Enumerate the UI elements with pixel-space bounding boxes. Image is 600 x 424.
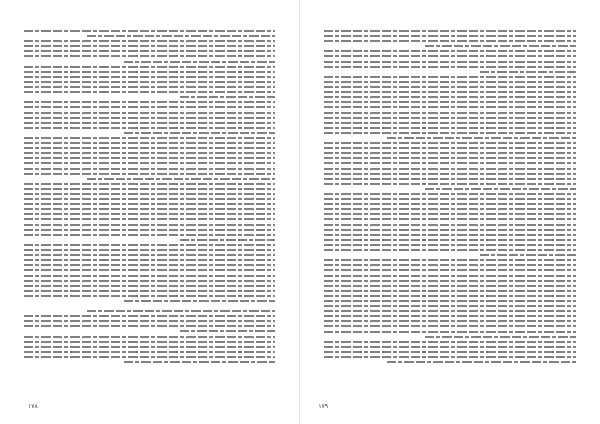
text-line xyxy=(24,147,275,149)
text-line xyxy=(24,91,275,93)
text-line xyxy=(324,264,576,266)
text-line xyxy=(24,76,275,78)
text-line xyxy=(387,137,576,139)
text-line xyxy=(24,137,275,139)
text-line xyxy=(425,336,576,338)
text-line xyxy=(87,35,275,37)
text-line xyxy=(24,229,275,231)
text-line xyxy=(24,290,275,292)
text-line xyxy=(324,142,576,144)
text-line xyxy=(24,275,275,277)
text-line xyxy=(124,300,275,302)
text-line xyxy=(24,127,275,129)
text-line xyxy=(24,218,275,220)
text-line xyxy=(24,351,275,353)
text-line xyxy=(324,40,576,42)
text-line xyxy=(324,341,576,343)
text-line xyxy=(324,325,576,327)
page-number: ۱۷۹ xyxy=(318,403,328,410)
text-line xyxy=(24,173,275,175)
text-line xyxy=(324,259,576,261)
text-line xyxy=(24,50,275,52)
text-line xyxy=(324,96,576,98)
text-line xyxy=(24,280,275,282)
text-line xyxy=(324,229,576,231)
text-line xyxy=(324,239,576,241)
text-line xyxy=(324,183,576,185)
text-line xyxy=(24,224,275,226)
text-line xyxy=(387,361,576,363)
text-line xyxy=(324,193,576,195)
text-line xyxy=(324,280,576,282)
right-page-text xyxy=(324,30,576,384)
text-line xyxy=(324,300,576,302)
text-line xyxy=(180,330,275,332)
text-line xyxy=(24,55,275,57)
right-page xyxy=(300,0,600,424)
text-line xyxy=(24,142,275,144)
text-line xyxy=(324,147,576,149)
text-line xyxy=(24,71,275,73)
text-line xyxy=(425,188,576,190)
text-line xyxy=(24,66,275,68)
text-line xyxy=(324,178,576,180)
text-line xyxy=(324,112,576,114)
text-line xyxy=(324,81,576,83)
text-line xyxy=(24,254,275,256)
text-line xyxy=(24,244,275,246)
text-line xyxy=(124,361,275,363)
text-line xyxy=(24,168,275,170)
text-line xyxy=(324,106,576,108)
text-line xyxy=(324,269,576,271)
text-line xyxy=(324,162,576,164)
text-line xyxy=(24,234,275,236)
left-page-text xyxy=(24,30,275,384)
text-line xyxy=(324,101,576,103)
text-line xyxy=(324,244,576,246)
text-line xyxy=(324,320,576,322)
text-line xyxy=(24,341,275,343)
text-line xyxy=(324,66,576,68)
text-line xyxy=(324,76,576,78)
text-line xyxy=(324,127,576,129)
text-line xyxy=(324,315,576,317)
text-line xyxy=(124,132,275,134)
page-number: ۱۷۸ xyxy=(28,403,38,410)
text-line xyxy=(324,50,576,52)
text-line xyxy=(324,351,576,353)
text-line xyxy=(24,346,275,348)
text-line xyxy=(24,193,275,195)
text-line xyxy=(480,254,576,256)
text-line xyxy=(87,310,275,312)
text-line xyxy=(324,198,576,200)
text-line xyxy=(24,356,275,358)
text-line xyxy=(324,30,576,32)
text-line xyxy=(324,275,576,277)
text-line xyxy=(24,203,275,205)
text-line xyxy=(324,285,576,287)
text-line xyxy=(24,264,275,266)
text-line xyxy=(24,320,275,322)
text-line xyxy=(324,117,576,119)
text-line xyxy=(324,346,576,348)
text-line xyxy=(24,213,275,215)
text-line xyxy=(124,61,275,63)
text-line xyxy=(324,132,576,134)
text-line xyxy=(24,183,275,185)
text-line xyxy=(324,152,576,154)
text-line xyxy=(324,290,576,292)
text-line xyxy=(24,295,275,297)
text-line xyxy=(324,168,576,170)
text-line xyxy=(24,315,275,317)
text-line xyxy=(324,61,576,63)
text-line xyxy=(324,356,576,358)
text-line xyxy=(324,122,576,124)
text-line xyxy=(24,249,275,251)
text-line xyxy=(24,101,275,103)
text-line xyxy=(180,96,275,98)
text-line xyxy=(24,269,275,271)
text-line xyxy=(24,325,275,327)
text-line xyxy=(24,336,275,338)
text-line xyxy=(24,45,275,47)
text-line xyxy=(24,157,275,159)
text-line xyxy=(324,224,576,226)
text-line xyxy=(324,331,576,333)
text-line xyxy=(24,152,275,154)
text-line xyxy=(324,157,576,159)
text-line xyxy=(324,234,576,236)
text-line xyxy=(180,239,275,241)
text-line xyxy=(24,208,275,210)
text-line xyxy=(24,122,275,124)
text-line xyxy=(324,218,576,220)
text-line xyxy=(24,117,275,119)
text-line xyxy=(480,71,576,73)
text-line xyxy=(24,81,275,83)
text-line xyxy=(324,208,576,210)
text-line xyxy=(24,259,275,261)
text-line xyxy=(24,30,275,32)
text-line xyxy=(425,45,576,47)
text-line xyxy=(24,86,275,88)
text-line xyxy=(324,173,576,175)
text-line xyxy=(24,198,275,200)
text-line xyxy=(24,285,275,287)
text-line xyxy=(324,86,576,88)
text-line xyxy=(24,112,275,114)
text-line xyxy=(24,106,275,108)
text-line xyxy=(324,310,576,312)
text-line xyxy=(324,295,576,297)
text-line xyxy=(324,213,576,215)
text-line xyxy=(324,203,576,205)
text-line xyxy=(324,55,576,57)
text-line xyxy=(324,249,576,251)
text-line xyxy=(324,35,576,37)
text-line xyxy=(324,91,576,93)
text-line xyxy=(24,40,275,42)
text-line xyxy=(24,162,275,164)
text-line xyxy=(24,188,275,190)
text-line xyxy=(87,178,275,180)
text-line xyxy=(324,305,576,307)
